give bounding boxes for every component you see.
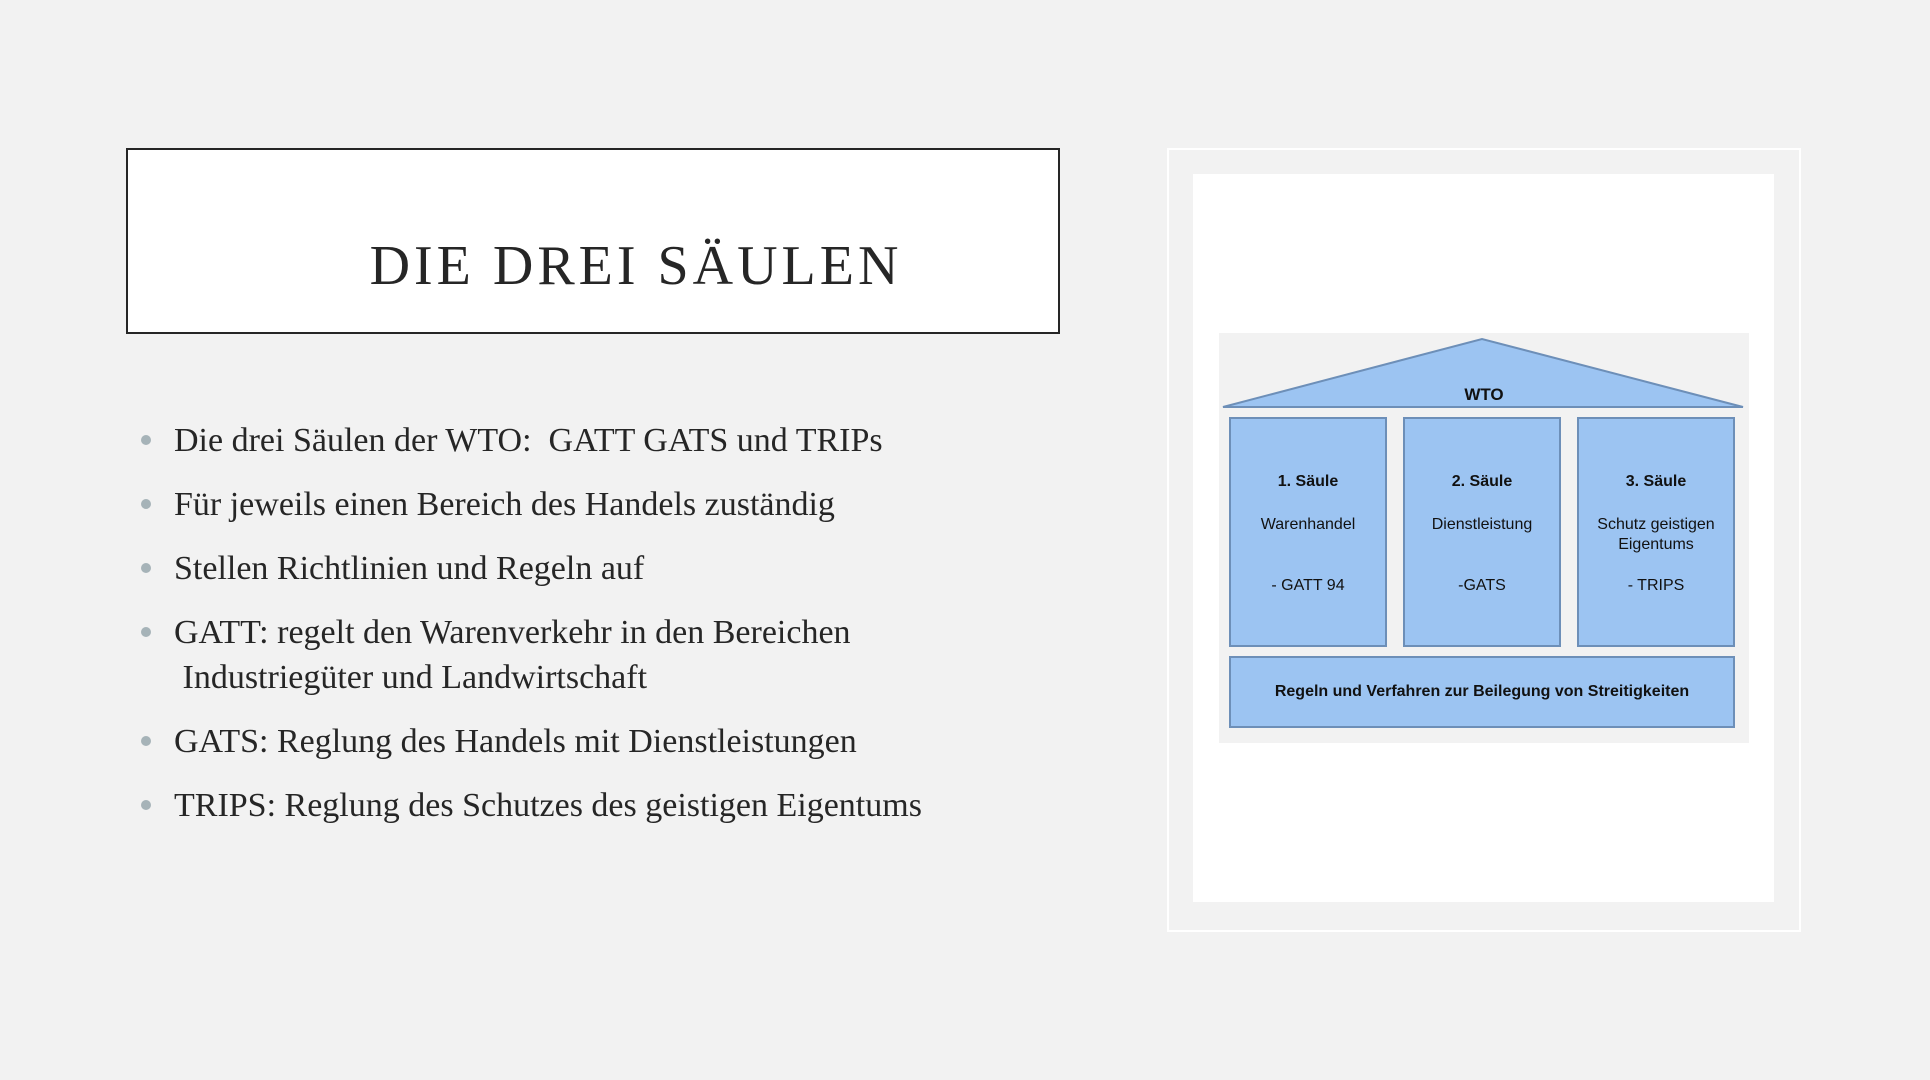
title-box (126, 148, 1060, 334)
pillar-2 (1403, 417, 1561, 647)
pillar-area: Warenhandel (1260, 516, 1356, 533)
wto-pillars-diagram (1219, 333, 1749, 743)
pillar-agreement: -GATS (1458, 577, 1506, 594)
pillar-title: 2. Säule (1451, 473, 1513, 490)
bullet-item (140, 610, 1040, 700)
bullet-dot-icon (141, 499, 151, 509)
bullet-list (140, 418, 1040, 847)
bullet-item (140, 418, 1040, 463)
bullet-item (140, 719, 1040, 764)
bullet-text: Für jeweils einen Bereich des Handels zuständig (174, 486, 835, 523)
bullet-dot-icon (141, 800, 151, 810)
pillar-area: Schutz geistigen Eigentums (1597, 516, 1715, 553)
bullet-text: GATS: Reglung des Handels mit Dienstleistungen (174, 723, 857, 760)
bullet-dot-icon (141, 627, 151, 637)
pillar-area: Dienstleistung (1431, 516, 1533, 533)
pillar-agreement: - GATT 94 (1271, 577, 1345, 594)
foundation-base: Regeln und Verfahren zur Beilegung von Streitigkeiten (1229, 656, 1735, 728)
bullet-text: GATT: regelt den Warenverkehr in den Bereichen Industriegüter und Landwirtschaft (174, 614, 851, 696)
pillar-1 (1229, 417, 1387, 647)
bullet-dot-icon (141, 563, 151, 573)
pillar-title: 1. Säule (1277, 473, 1339, 490)
bullet-text: Stellen Richtlinien und Regeln auf (174, 550, 645, 587)
bullet-text: Die drei Säulen der WTO: GATT GATS und TRIPs (174, 422, 883, 459)
slide-title: DIE DREI SÄULEN (369, 235, 903, 297)
bullet-dot-icon (141, 736, 151, 746)
bullet-item (140, 783, 1040, 828)
roof-label: WTO (1464, 385, 1504, 404)
bullet-text: TRIPS: Reglung des Schutzes des geistigen Eigentums (174, 787, 922, 824)
pillar-agreement: - TRIPS (1627, 577, 1685, 594)
bullet-item (140, 546, 1040, 591)
pillar-title: 3. Säule (1625, 473, 1687, 490)
bullet-dot-icon (141, 435, 151, 445)
pillar-3 (1577, 417, 1735, 647)
bullet-item (140, 482, 1040, 527)
